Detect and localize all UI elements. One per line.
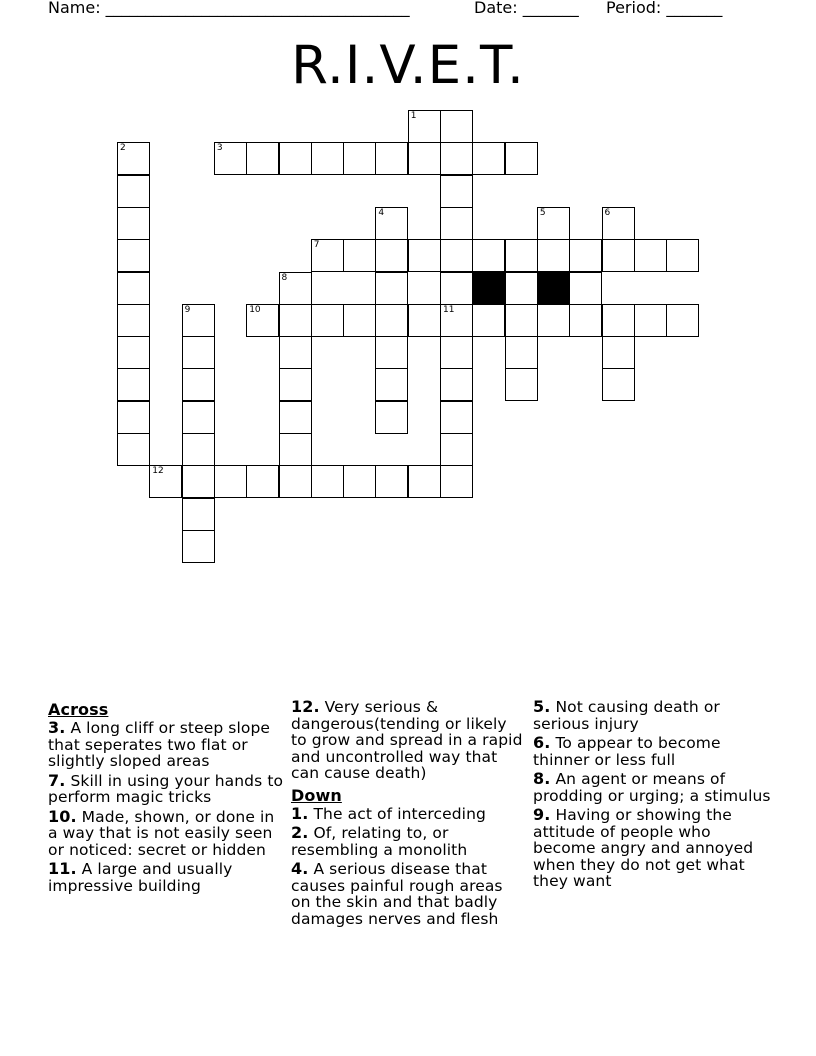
clue-text: A long cliff or steep slope that seperates two flat or slightly sloped areas (48, 719, 271, 770)
clue-number: 10. (48, 806, 77, 826)
period-field[interactable]: Period: _______ (606, 0, 723, 17)
grid-cell[interactable] (440, 142, 473, 175)
grid-cell[interactable] (602, 304, 635, 337)
grid-cell[interactable] (117, 207, 150, 240)
grid-cell[interactable] (246, 465, 279, 498)
clue-text: A serious disease that causes painful rough areas on the skin and that badly damages nerves and flesh (291, 860, 503, 928)
clue-item (48, 770, 284, 806)
clue-number: 8. (533, 769, 551, 788)
grid-cell[interactable] (279, 401, 312, 434)
down-clue-list (533, 699, 773, 890)
grid-cell[interactable] (117, 175, 150, 208)
grid-cell[interactable] (182, 401, 215, 434)
grid-cell[interactable] (472, 304, 505, 337)
clue-number: 7 (313, 240, 320, 251)
clue-number: 5. (533, 697, 551, 716)
clue-number: 4. (291, 859, 309, 878)
grid-cell[interactable] (440, 465, 473, 498)
grid-cell[interactable] (472, 239, 505, 272)
clue-text: An agent or means of prodding or urging; a stimulus (533, 770, 771, 805)
grid-cell[interactable] (408, 304, 441, 337)
grid-cell[interactable] (343, 465, 376, 498)
grid-cell[interactable] (182, 304, 215, 337)
grid-cell[interactable] (214, 142, 247, 175)
grid-cell[interactable] (602, 207, 635, 240)
grid-cell[interactable] (440, 368, 473, 401)
grid-cell[interactable] (375, 304, 408, 337)
grid-cell[interactable] (505, 272, 538, 305)
grid-cell[interactable] (440, 239, 473, 272)
grid-cell[interactable] (505, 304, 538, 337)
clue-number: 12 (152, 466, 164, 477)
clue-text: Of, relating to, or resembling a monolith (291, 824, 468, 859)
grid-cell[interactable] (117, 239, 150, 272)
grid-cell[interactable] (279, 336, 312, 369)
down-clue-list (291, 803, 527, 928)
blocked-cell (537, 272, 570, 305)
grid-cell[interactable] (440, 433, 473, 466)
grid-cell[interactable] (408, 142, 441, 175)
clue-item (533, 771, 773, 804)
grid-cell[interactable] (537, 239, 570, 272)
grid-cell[interactable] (666, 304, 699, 337)
clue-text: Very serious & dangerous(tending or likely to grow and spread in a rapid and uncontrolled way that can cause death) (291, 698, 523, 782)
grid-cell[interactable] (343, 239, 376, 272)
grid-cell[interactable] (472, 142, 505, 175)
grid-cell[interactable] (343, 142, 376, 175)
clue-item (48, 720, 284, 770)
clue-number: 2 (120, 143, 126, 154)
across-clue-list (291, 699, 527, 782)
grid-cell[interactable] (182, 368, 215, 401)
clue-text: Skill in using your hands to perform magic tricks (48, 771, 284, 806)
clue-item (291, 861, 527, 927)
grid-cell[interactable] (117, 304, 150, 337)
clue-number: 3. (48, 718, 66, 737)
grid-cell[interactable] (440, 175, 473, 208)
clue-item (291, 699, 527, 782)
grid-cell[interactable] (182, 530, 215, 563)
clue-text: The act of interceding (308, 804, 486, 823)
clue-number: 6 (604, 207, 611, 218)
grid-cell[interactable] (117, 142, 150, 175)
down-heading: Down (291, 785, 342, 805)
name-field[interactable]: Name: ______________________________________ (48, 0, 410, 17)
grid-cell[interactable] (311, 304, 344, 337)
grid-cell[interactable] (440, 304, 473, 337)
grid-cell[interactable] (375, 465, 408, 498)
grid-cell[interactable] (182, 336, 215, 369)
grid-cell[interactable] (505, 239, 538, 272)
grid-cell[interactable] (375, 142, 408, 175)
grid-cell[interactable] (117, 336, 150, 369)
clues-column-1 (48, 699, 284, 897)
grid-cell[interactable] (279, 142, 312, 175)
grid-cell[interactable] (602, 239, 635, 272)
grid-cell[interactable] (602, 336, 635, 369)
grid-cell[interactable] (666, 239, 699, 272)
clue-number: 10 (249, 304, 261, 315)
clues-column-3 (533, 699, 773, 893)
grid-cell[interactable] (182, 433, 215, 466)
clue-number: 11. (48, 859, 77, 878)
clue-number: 1 (410, 111, 417, 121)
across-clue-list (48, 720, 284, 894)
grid-cell[interactable] (214, 465, 247, 498)
grid-cell[interactable] (375, 239, 408, 272)
grid-cell[interactable] (279, 465, 312, 498)
grid-cell[interactable] (602, 368, 635, 401)
grid-cell[interactable] (117, 401, 150, 434)
grid-cell[interactable] (634, 239, 667, 272)
clue-text: Not causing death or serious injury (533, 698, 720, 733)
grid-cell[interactable] (505, 142, 538, 175)
clue-number: 5 (539, 207, 546, 218)
grid-cell[interactable] (375, 401, 408, 434)
clue-number: 4 (378, 207, 385, 218)
grid-cell[interactable] (634, 304, 667, 337)
clue-number: 3 (216, 143, 223, 154)
clue-number: 11 (443, 304, 455, 315)
grid-cell[interactable] (117, 368, 150, 401)
grid-cell[interactable] (408, 239, 441, 272)
grid-cell[interactable] (279, 272, 312, 305)
grid-cell[interactable] (117, 272, 150, 305)
grid-cell[interactable] (117, 433, 150, 466)
across-heading: Across (48, 700, 109, 719)
grid-cell[interactable] (505, 336, 538, 369)
clue-number: 1. (291, 803, 309, 823)
clue-item (48, 861, 284, 894)
grid-cell[interactable] (569, 239, 602, 272)
grid-cell[interactable] (279, 304, 312, 337)
clue-item (291, 825, 527, 858)
grid-cell[interactable] (311, 142, 344, 175)
clue-number: 9 (184, 304, 191, 315)
grid-cell[interactable] (149, 465, 182, 498)
grid-cell[interactable] (182, 498, 215, 531)
clue-item (48, 806, 284, 859)
clue-item (291, 803, 527, 823)
grid-cell[interactable] (408, 110, 441, 143)
grid-cell[interactable] (311, 239, 344, 272)
clue-number: 7. (48, 770, 66, 790)
clue-item (533, 699, 773, 732)
grid-cell[interactable] (440, 110, 473, 143)
grid-cell[interactable] (375, 207, 408, 240)
clue-item (533, 735, 773, 768)
grid-cell[interactable] (375, 272, 408, 305)
date-field[interactable]: Date: _______ (474, 0, 579, 17)
clue-text: Made, shown, or done in a way that is not easily seen or noticed: secret or hidden (48, 807, 275, 859)
puzzle-title: R.I.V.E.T. (291, 35, 525, 96)
clue-number: 8 (281, 272, 288, 283)
grid-cell[interactable] (440, 336, 473, 369)
grid-cell[interactable] (279, 433, 312, 466)
grid-cell[interactable] (311, 465, 344, 498)
clue-number: 6. (533, 733, 551, 752)
grid-cell[interactable] (537, 207, 570, 240)
grid-cell[interactable] (440, 207, 473, 240)
grid-cell[interactable] (440, 401, 473, 434)
grid-cell[interactable] (569, 304, 602, 337)
clue-text: A large and usually impressive building (48, 860, 233, 895)
grid-cell[interactable] (182, 465, 215, 498)
blocked-cell (472, 272, 505, 305)
clue-item (533, 807, 773, 890)
grid-cell[interactable] (408, 465, 441, 498)
clue-number: 2. (291, 823, 309, 842)
grid-cell[interactable] (569, 272, 602, 305)
clue-number: 9. (533, 805, 551, 824)
grid-cell[interactable] (537, 304, 570, 337)
grid-cell[interactable] (246, 304, 279, 337)
grid-cell[interactable] (375, 336, 408, 369)
grid-cell[interactable] (440, 272, 473, 305)
grid-cell[interactable] (375, 368, 408, 401)
grid-cell[interactable] (343, 304, 376, 337)
grid-cell[interactable] (246, 142, 279, 175)
clue-number: 12. (291, 697, 320, 716)
clues-column-2 (291, 699, 527, 930)
clue-text: Having or showing the attitude of people who become angry and annoyed when they do not get what they want (533, 806, 754, 890)
grid-cell[interactable] (505, 368, 538, 401)
grid-cell[interactable] (279, 368, 312, 401)
clue-text: To appear to become thinner or less full (533, 734, 721, 769)
